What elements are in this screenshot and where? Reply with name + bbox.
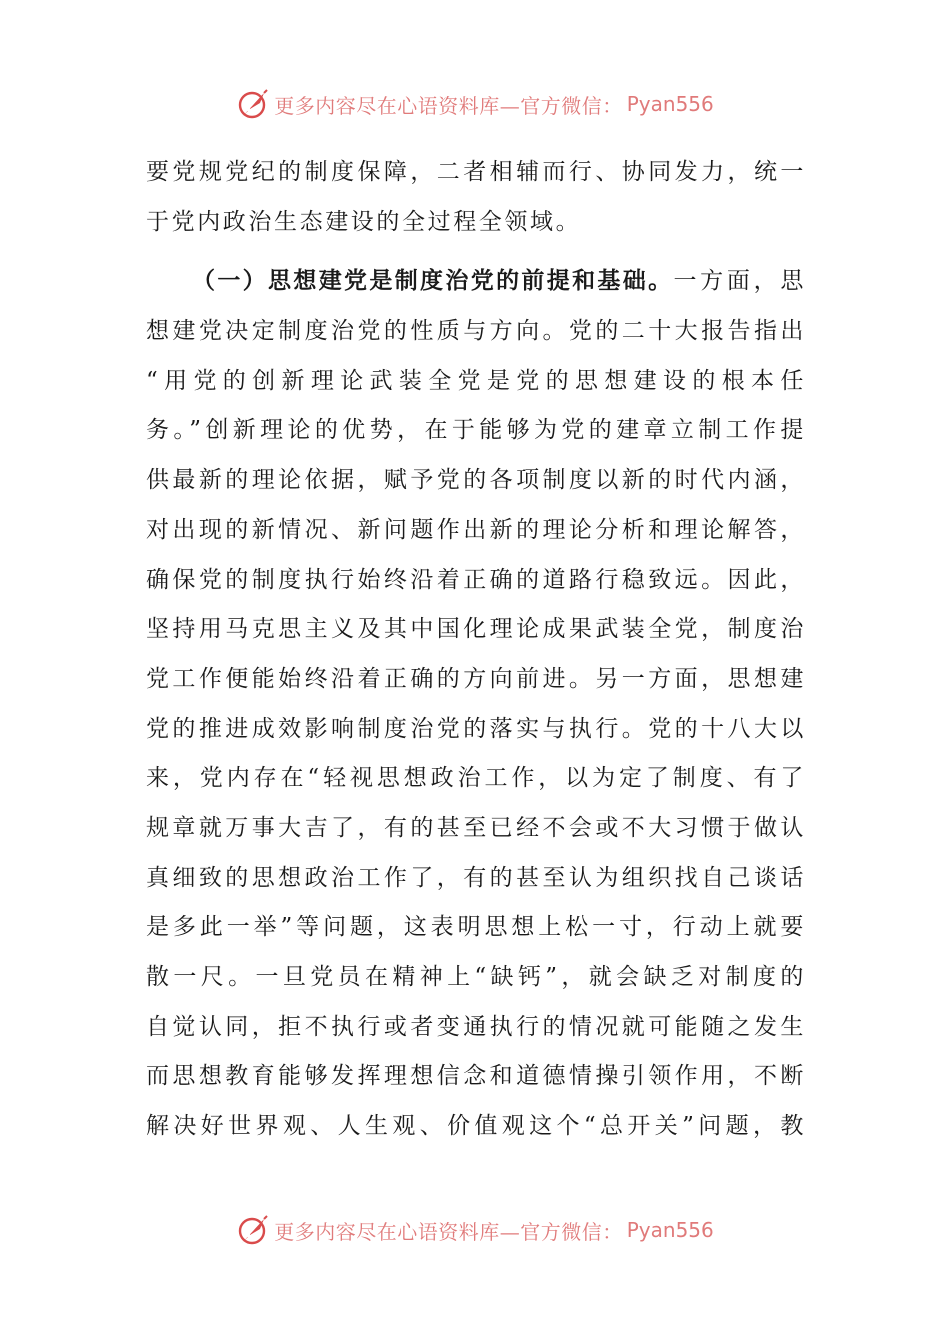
watermark-text: 更多内容尽在心语资料库—官方微信： bbox=[274, 1219, 623, 1244]
text-line: 坚持用马克思主义及其中国化理论成果武装全党，制度治 bbox=[146, 616, 806, 643]
text-line: 真细致的思想政治工作了，有的甚至认为组织找自己谈话 bbox=[146, 864, 806, 891]
text-fragment: 一方面，思 bbox=[673, 268, 806, 295]
text-line: 而思想教育能够发挥理想信念和道德情操引领作用，不断 bbox=[146, 1063, 806, 1090]
footer-watermark bbox=[0, 1210, 950, 1250]
quill-logo-icon bbox=[236, 1213, 270, 1247]
text-line: 规章就万事大吉了，有的甚至已经不会或不大习惯于做认 bbox=[146, 814, 806, 841]
text-line: 对出现的新情况、新问题作出新的理论分析和理论解答， bbox=[146, 516, 806, 543]
text-line: 确保党的制度执行始终沿着正确的道路行稳致远。因此， bbox=[146, 566, 806, 593]
text-line: 党工作便能始终沿着正确的方向前进。另一方面，思想建 bbox=[146, 665, 806, 692]
text-line: 解决好世界观、人生观、价值观这个“总开关”问题，教 bbox=[146, 1113, 806, 1140]
text-line: 来，党内存在“轻视思想政治工作，以为定了制度、有了 bbox=[146, 765, 806, 792]
text-line: 自觉认同，拒不执行或者变通执行的情况就可能随之发生 bbox=[146, 1013, 806, 1040]
paragraph-2 bbox=[146, 257, 806, 1151]
section-heading: （一）思想建党是制度治党的前提和基础。 bbox=[192, 268, 674, 295]
document-body bbox=[146, 148, 806, 1152]
text-line: 于党内政治生态建设的全过程全领域。 bbox=[146, 208, 582, 235]
quill-logo-icon bbox=[236, 87, 270, 121]
text-line: 供最新的理论依据，赋予党的各项制度以新的时代内涵， bbox=[146, 467, 806, 494]
text-line: 要党规党纪的制度保障，二者相辅而行、协同发力，统一 bbox=[146, 159, 806, 185]
text-line: 党的推进成效影响制度治党的落实与执行。党的十八大以 bbox=[146, 715, 806, 742]
text-line: 务。”创新理论的优势，在于能够为党的建章立制工作提 bbox=[146, 417, 806, 444]
watermark-text: 更多内容尽在心语资料库—官方微信： bbox=[274, 93, 623, 118]
text-line: 是多此一举”等问题，这表明思想上松一寸，行动上就要 bbox=[146, 914, 806, 941]
watermark-contact: Pyan556 bbox=[626, 92, 714, 116]
text-line: “用党的创新理论武装全党是党的思想建设的根本任 bbox=[146, 367, 806, 394]
text-line: 想建党决定制度治党的性质与方向。党的二十大报告指出 bbox=[146, 318, 806, 345]
paragraph-1 bbox=[146, 148, 806, 247]
text-line: 散一尺。一旦党员在精神上“缺钙”，就会缺乏对制度的 bbox=[146, 964, 806, 990]
text-line-with-heading bbox=[146, 257, 806, 307]
watermark-contact: Pyan556 bbox=[626, 1218, 714, 1242]
header-watermark bbox=[0, 84, 950, 124]
